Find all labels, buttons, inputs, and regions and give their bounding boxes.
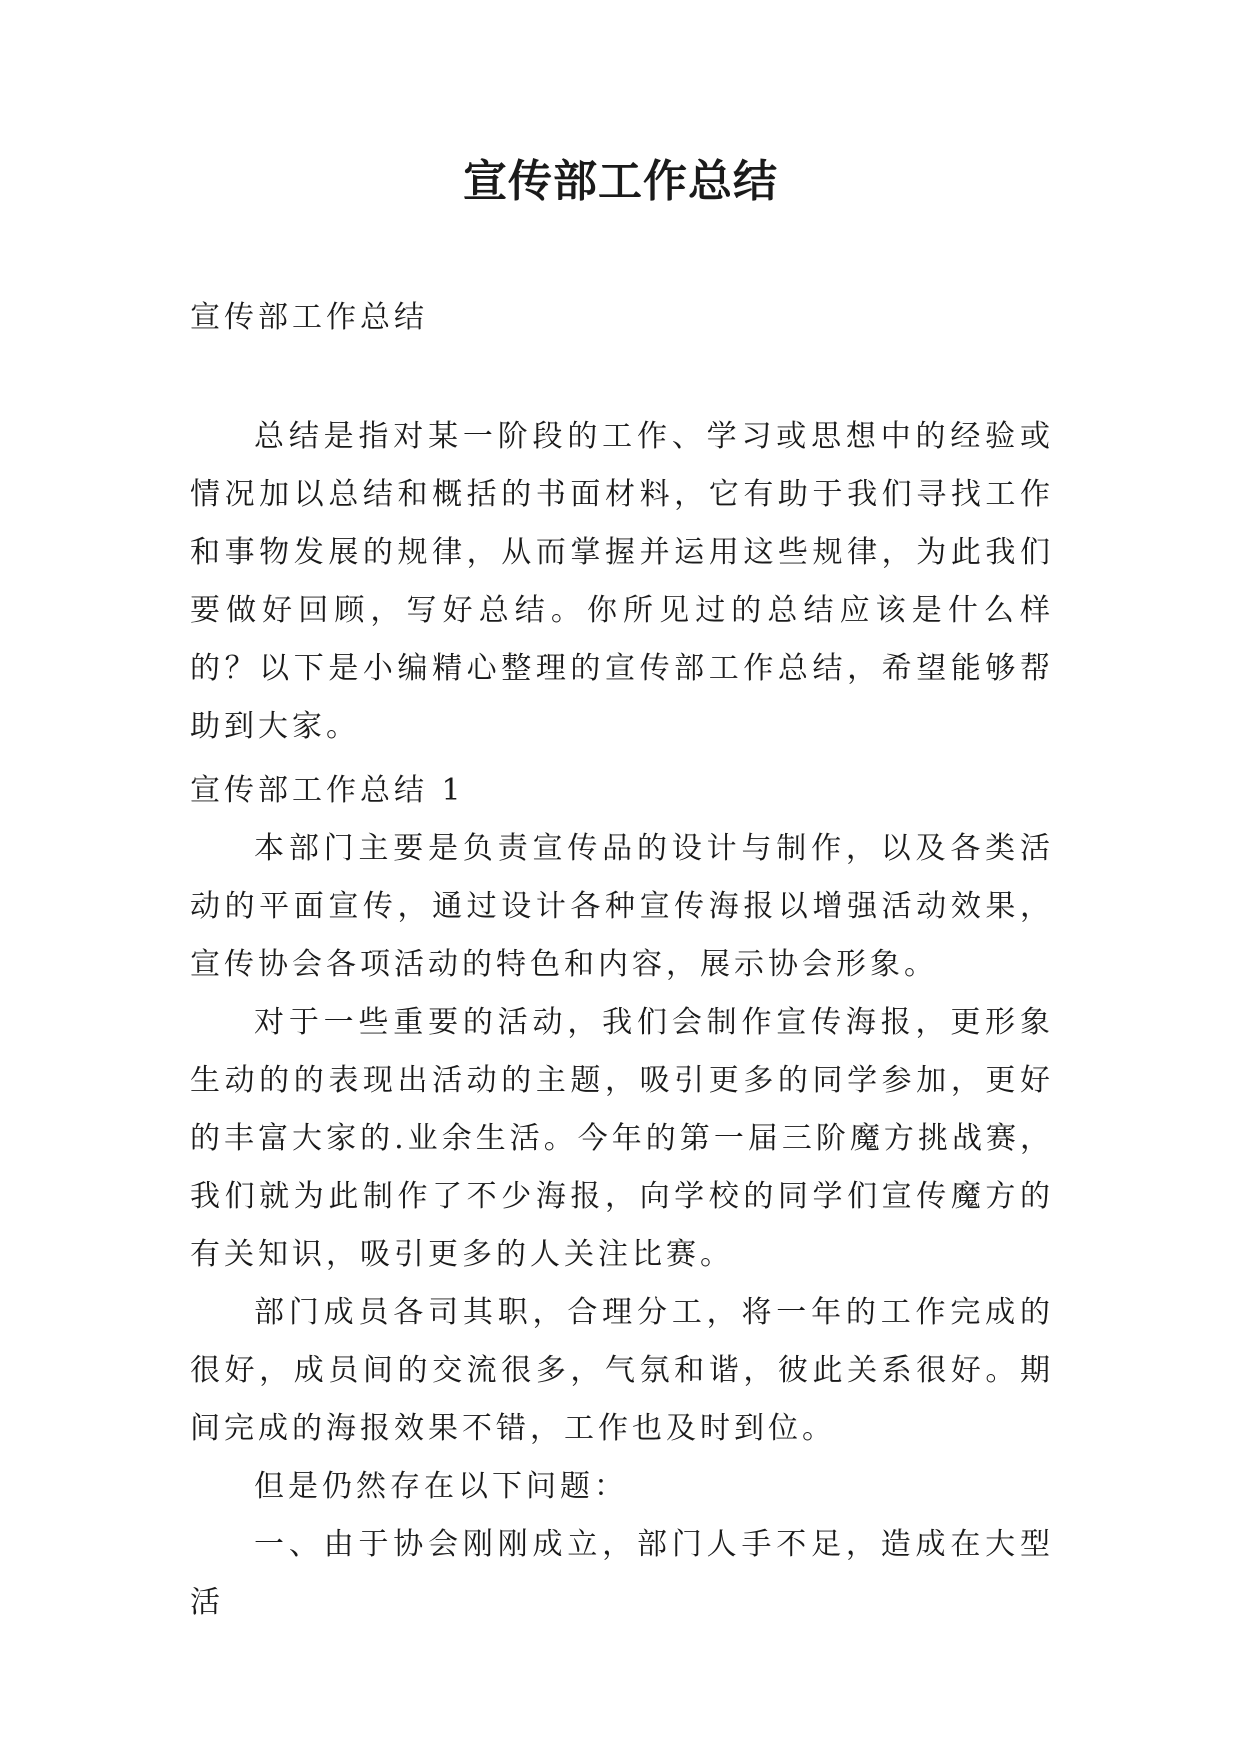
section-paragraph-5: 一、由于协会刚刚成立，部门人手不足，造成在大型活 — [190, 1527, 1054, 1620]
section-heading: 宣传部工作总结 1 — [190, 773, 465, 808]
document-subtitle: 宣传部工作总结 — [190, 300, 428, 335]
section-1 — [190, 762, 1054, 1632]
section-paragraph-4: 但是仍然存在以下问题： — [254, 1469, 628, 1504]
section-paragraph-1: 本部门主要是负责宣传品的设计与制作，以及各类活动的平面宣传，通过设计各种宣传海报以增强活动效果，宣传协会各项活动的特色和内容，展示协会形象。 — [190, 831, 1054, 982]
section-paragraph-2: 对于一些重要的活动，我们会制作宣传海报，更形象生动的的表现出活动的主题，吸引更多的同学参加，更好的丰富大家的.业余生活。今年的第一届三阶魔方挑战赛，我们就为此制作了不少海报，向学校的同学们宣传魔方的有关知识，吸引更多的人关注比赛。 — [190, 1005, 1054, 1272]
section-paragraph-3: 部门成员各司其职，合理分工，将一年的工作完成的很好，成员间的交流很多，气氛和谐，彼此关系很好。期间完成的海报效果不错，工作也及时到位。 — [190, 1295, 1054, 1446]
intro-paragraph: 总结是指对某一阶段的工作、学习或思想中的经验或情况加以总结和概括的书面材料，它有助于我们寻找工作和事物发展的规律，从而掌握并运用这些规律，为此我们要做好回顾，写好总结。你所见过的总结应该是什么样的？以下是小编精心整理的宣传部工作总结，希望能够帮助到大家。 — [190, 419, 1054, 744]
document-title: 宣传部工作总结 — [463, 156, 778, 207]
